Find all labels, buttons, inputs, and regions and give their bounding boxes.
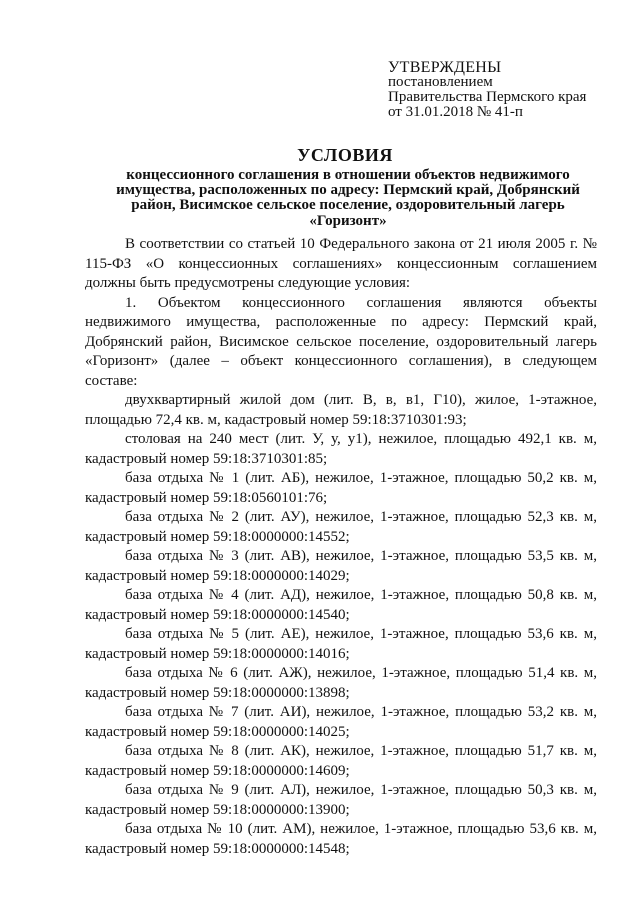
document-body [85, 235, 597, 859]
document-subtitle: концессионного соглашения в отношении объектов недвижимого имущества, расположенных по адресу: Пермский край, Добрянский район, Висимское сельское поселение, оздоровительный лагерь «Горизонт» [116, 167, 580, 229]
object-item: база отдыха № 2 (лит. АУ), нежилое, 1-этажное, площадью 52,3 кв. м, кадастровый номер 59:18:0000000:14552; [85, 509, 597, 545]
object-item: столовая на 240 мест (лит. У, у, у1), нежилое, площадью 492,1 кв. м, кадастровый номер 59:18:3710301:85; [85, 431, 597, 467]
approval-stamp [388, 60, 620, 120]
approval-heading: УТВЕРЖДЕНЫ [388, 59, 502, 76]
clause-1: 1. Объектом концессионного соглашения являются объекты недвижимого имущества, расположенные по адресу: Пермский край, Добрянский район, Висимское сельское поселение, оздоровительный лагерь «Горизонт» (далее – объект концессионного соглашения), в следующем составе: [85, 294, 597, 389]
object-item: база отдыха № 10 (лит. АМ), нежилое, 1-этажное, площадью 53,6 кв. м, кадастровый номер 59:18:0000000:14548; [85, 821, 597, 857]
intro-paragraph: В соответствии со статьей 10 Федерального закона от 21 июля 2005 г. № 115-ФЗ «О концессионных соглашениях» концессионным соглашением должны быть предусмотрены следующие условия: [85, 236, 597, 291]
object-item: база отдыха № 3 (лит. АВ), нежилое, 1-этажное, площадью 53,5 кв. м, кадастровый номер 59:18:0000000:14029; [85, 548, 597, 584]
object-item: база отдыха № 8 (лит. АК), нежилое, 1-этажное, площадью 51,7 кв. м, кадастровый номер 59:18:0000000:14609; [85, 743, 597, 779]
approval-line-government: Правительства Пермского края [388, 89, 587, 105]
approval-line-resolution: постановлением [388, 74, 493, 90]
object-item: база отдыха № 1 (лит. АБ), нежилое, 1-этажное, площадью 50,2 кв. м, кадастровый номер 59:18:0560101:76; [85, 470, 597, 506]
object-item: база отдыха № 7 (лит. АИ), нежилое, 1-этажное, площадью 53,2 кв. м, кадастровый номер 59:18:0000000:14025; [85, 704, 597, 740]
object-item: база отдыха № 4 (лит. АД), нежилое, 1-этажное, площадью 50,8 кв. м, кадастровый номер 59:18:0000000:14540; [85, 587, 597, 623]
object-item: база отдыха № 5 (лит. АЕ), нежилое, 1-этажное, площадью 53,6 кв. м, кадастровый номер 59:18:0000000:14016; [85, 626, 597, 662]
object-item: двухквартирный жилой дом (лит. В, в, в1, Г10), жилое, 1-этажное, площадью 72,4 кв. м, кадастровый номер 59:18:3710301:93; [85, 392, 597, 428]
object-item: база отдыха № 6 (лит. АЖ), нежилое, 1-этажное, площадью 51,4 кв. м, кадастровый номер 59:18:0000000:13898; [85, 665, 597, 701]
document-title: УСЛОВИЯ [297, 145, 393, 165]
object-item: база отдыха № 9 (лит. АЛ), нежилое, 1-этажное, площадью 50,3 кв. м, кадастровый номер 59:18:0000000:13900; [85, 782, 597, 818]
approval-line-date: от 31.01.2018 № 41-п [388, 104, 523, 120]
